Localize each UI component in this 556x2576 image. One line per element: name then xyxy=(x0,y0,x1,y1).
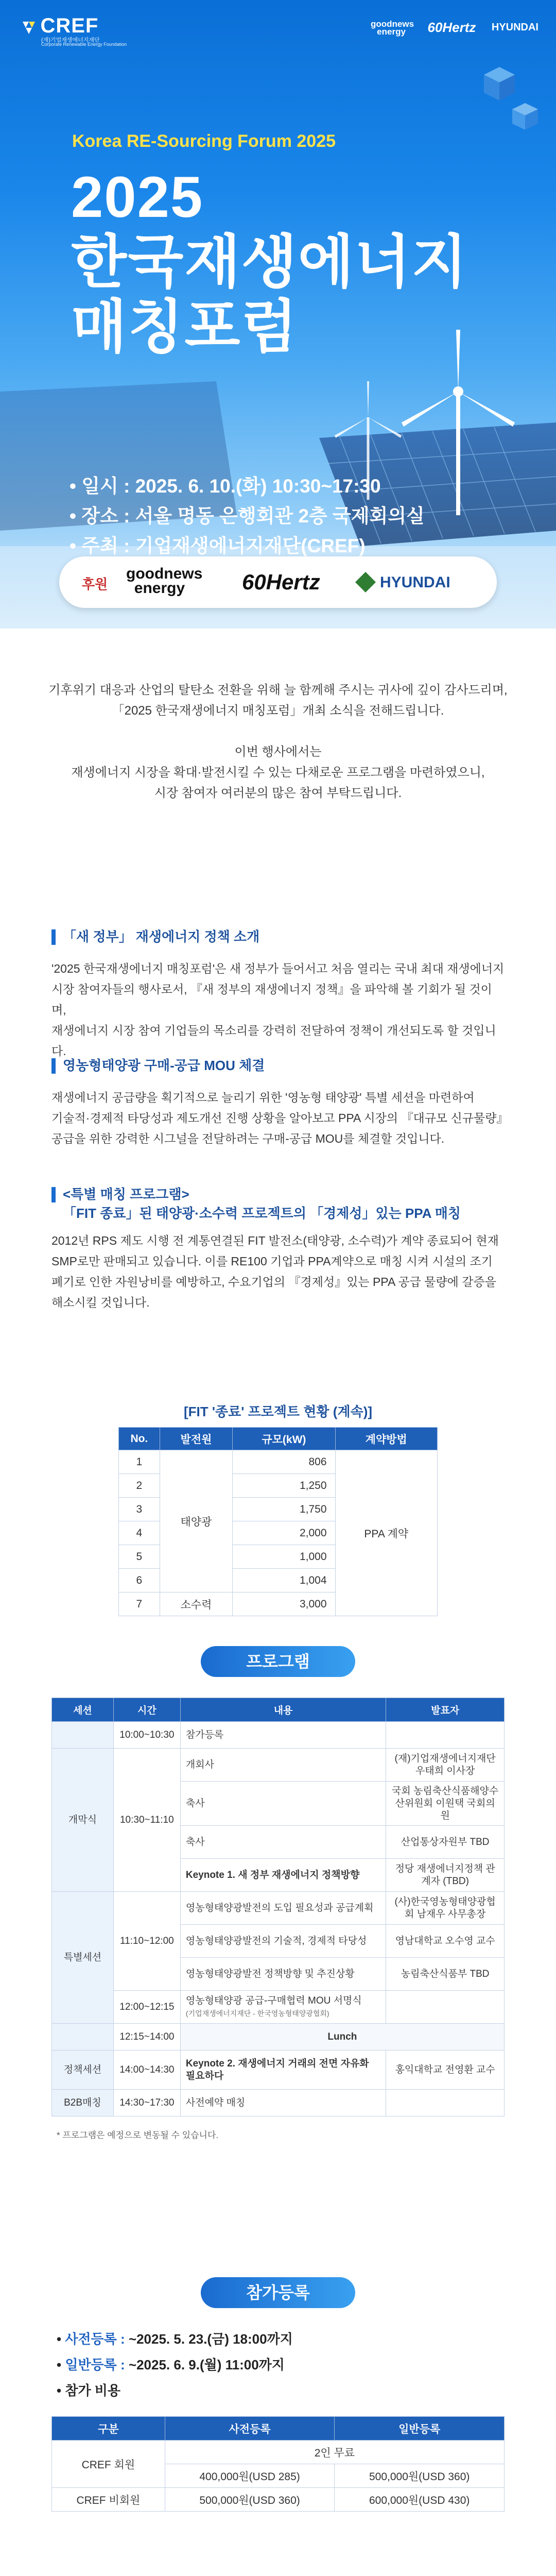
session-policy: 정책세션 xyxy=(52,2050,114,2090)
cref-logo: CREF (재)기업재생에너지재단 Corporate Renewable Energy Foundation xyxy=(21,14,127,47)
cref-logo-mark-icon xyxy=(21,18,38,35)
source-hydro: 소수력 xyxy=(160,1592,233,1616)
table-row: 영농형태양광발전 정책방향 및 추진상황 농림축산식품부 TBD xyxy=(52,1958,505,1991)
goodnews-energy-logo: goodnews energy xyxy=(126,565,203,597)
session-opening: 개막식 xyxy=(52,1749,114,1892)
table-row: B2B매칭 14:30~17:30 사전예약 매칭 xyxy=(52,2090,505,2116)
sponsor-box xyxy=(59,556,497,608)
event-host: • 주최 : 기업재생에너지재단(CREF) xyxy=(70,531,425,561)
table-row: 영농형태양광발전의 기술적, 경제적 타당성 영남대학교 오수영 교수 xyxy=(52,1925,505,1958)
section-body: 재생에너지 공급량을 획기적으로 늘리기 위한 '영농형 태양광' 특별 세션을 마련하여 기술적·경제적 타당성과 제도개선 진행 상황을 알아보고 PPA 시장의 『대규모 신규물량』 공급을 위한 강력한 시그널을 전달하려는 구매-공급 MOU를 체결할 것입니다. xyxy=(51,1091,509,1145)
forum-title: 2025 한국재생에너지 매칭포럼 xyxy=(71,165,468,359)
fit-project-table: No. 발전원 규모(kW) 계약방법 1 태양광 806 PPA 계약 2 1,250 3 1,750 4 2,000 5 1,000 6 1,004 7 소수력 3,000 xyxy=(118,1427,438,1616)
goodnews-energy-logo: goodnews energy xyxy=(371,19,414,37)
table-row: Keynote 1. 새 정부 재생에너지 정책방향 정당 재생에너지정책 관계자 (TBD) xyxy=(52,1859,505,1892)
session-b2b: B2B매칭 xyxy=(52,2090,114,2116)
svg-text:HYUNDAI: HYUNDAI xyxy=(380,574,450,591)
table-row: 정책세션 14:00~14:30 Keynote 2. 재생에너지 거래의 전면 자유화 필요하다 홍익대학교 전영환 교수 xyxy=(52,2050,505,2090)
hyundai-logo xyxy=(355,569,474,596)
session-special: 특별세션 xyxy=(52,1892,114,2024)
hero-banner xyxy=(0,0,556,629)
table-row: 3 1,750 xyxy=(119,1498,438,1521)
table-row: 12:15~14:00 Lunch xyxy=(52,2024,505,2050)
table-row: 개막식 10:30~11:10 개회사 (재)기업재생에너지재단 우태희 이사장 xyxy=(52,1749,505,1782)
section-special-matching xyxy=(51,1185,505,1313)
table-row: 특별세션 11:10~12:00 영농형태양광발전의 도입 필요성과 공급계획 (사)한국영농형태양광협회 남재우 사무총장 xyxy=(52,1892,505,1925)
table-row: 5 1,000 xyxy=(119,1545,438,1569)
section-body: 2012년 RPS 제도 시행 전 계통연결된 FIT 발전소(태양광, 소수력)가 계약 종료되어 현재 SMP로만 판매되고 있습니다. 이를 RE100 기업과 PPA계약으로 매칭 시켜 시설의 조기 폐기로 인한 자원낭비를 예방하고, 수요기업의 『경제성』있는 PPA 공급 물량에 갈증을 해소시킬 것입니다. xyxy=(51,1234,499,1309)
registration-pill-heading: 참가등록 xyxy=(201,2277,355,2308)
table-row: CREF 비회원 500,000원(USD 360) 600,000원(USD 430) xyxy=(52,2488,505,2512)
sponsor-label: 후원 xyxy=(82,577,108,592)
event-place: • 장소 : 서울 명동 은행회관 2층 국제회의실 xyxy=(70,501,425,531)
section-subheading: 「FIT 종료」된 태양광·소수력 프로젝트의 「경제성」있는 PPA 매칭 xyxy=(63,1206,461,1221)
decorative-cubes xyxy=(479,62,546,149)
60hertz-logo: 60Hertz xyxy=(242,570,320,594)
fee-table: 구분 사전등록 일반등록 CREF 회원 2인 무료 400,000원(USD 285) 500,000원(USD 360) CREF 비회원 500,000원(USD 360) 600,000원(USD 430) xyxy=(51,2416,505,2512)
top-sponsor-logos xyxy=(357,20,538,36)
table-row: 축사 국회 농림축산식품해양수산위원회 이원택 국회의원 xyxy=(52,1782,505,1826)
section-body: '2025 한국재생에너지 매칭포럼'은 새 정부가 들어서고 처음 열리는 국내 최대 재생에너지 시장 참여자들의 행사로서, 『새 정부의 재생에너지 정책』을 파악해 볼 기회가 될 것이며, 재생에너지 시장 참여 기업들의 목소리를 강력히 전달하여 정책이 개선되도록 할 것입니다. xyxy=(51,962,505,1058)
table-row: 1 태양광 806 PPA 계약 xyxy=(119,1450,438,1474)
table-row: 축사 산업통상자원부 TBD xyxy=(52,1826,505,1859)
60hertz-logo: 60Hertz xyxy=(427,20,476,35)
program-note: * 프로그램은 예정으로 변동될 수 있습니다. xyxy=(57,2130,219,2140)
section-new-government-policy xyxy=(51,927,505,1061)
intro-text: 기후위기 대응과 산업의 탈탄소 전환을 위해 늘 함께해 주시는 귀사에 깊이 감사드리며, 「2025 한국재생에너지 매칭포럼」개최 소식을 전해드립니다. 이번 행사에서는 재생에너지 시장을 확대·발전시킬 수 있는 다채로운 프로그램을 마련하였으니, 시장 참여자 여러분의 많은 참여 부탁드립니다. xyxy=(48,683,508,800)
hyundai-logo: HYUNDAI xyxy=(491,22,538,33)
table-row: 7 소수력 3,000 xyxy=(119,1592,438,1616)
program-pill-heading: 프로그램 xyxy=(201,1646,355,1677)
contract-method: PPA 계약 xyxy=(335,1450,437,1616)
source-solar: 태양광 xyxy=(160,1450,233,1592)
table-row: 10:00~10:30 참가등록 xyxy=(52,1722,505,1749)
section-agrivoltaic-mou xyxy=(51,1056,509,1149)
table-row: 6 1,004 xyxy=(119,1569,438,1592)
table-row: CREF 회원 2인 무료 xyxy=(52,2441,505,2464)
table-row: 4 2,000 xyxy=(119,1521,438,1545)
table-row: 2 1,250 xyxy=(119,1474,438,1498)
table-row: 12:00~12:15 영농형태양광 공급-구매협력 MOU 서명식 (기업재생에너지재단 - 한국영농형태양광협회) xyxy=(52,1991,505,2024)
section-heading: <특별 매칭 프로그램> xyxy=(51,1185,505,1204)
event-date: • 일시 : 2025. 6. 10.(화) 10:30~17:30 xyxy=(70,471,425,501)
section-heading: 영농형태양광 구매-공급 MOU 체결 xyxy=(51,1056,505,1075)
table-row: 400,000원(USD 285) 500,000원(USD 360) xyxy=(52,2464,505,2488)
section-heading: 「새 정부」 재생에너지 정책 소개 xyxy=(51,927,505,946)
event-info xyxy=(70,471,425,561)
program-table: 세션 시간 내용 발표자 10:00~10:30 참가등록 개막식 10:30~11:10 개회사 (재)기업재생에너지재단 우태희 이사장 축사 국회 농림축산식품해양수산위원회 이원택 국회의원 축사 산업통상자원부 TBD Keynote 1. 새 정부 재생에너지 정책방향 정당 재생에너지정책 관계자 (TBD) 특별세션 11:10~12:00 영농형태양광발전의 도입 필요성과 공급계획 (사)한국영농형태양광협회 남재우 사무총장 영농형태양광발전의 기술적, 경제적 타당성 영남대학교 오수영 교수 영농형태양광발전 정책방향 및 추진상황 농림축산식품부 TBD 12:00~12:15 영농형태양광 공급-구매협력 MOU 서명식 (기업재생에너지재단 - 한국영농형태양광협회) 12:15~14:00 Lunch 정책세션 14:00~14:30 Keynote 2. 재생에너지 거래의 전면 자유화 필요하다 홍익대학교 전영환 교수 B2B매칭 14:30~17:30 사전예약 매칭 xyxy=(51,1698,505,2116)
registration-dates: • 사전등록 : ~2025. 5. 23.(금) 18:00까지 • 일반등록 : ~2025. 6. 9.(월) 11:00까지 • 참가 비용 xyxy=(57,2331,293,2398)
forum-english-title: Korea RE-Sourcing Forum 2025 xyxy=(72,131,336,151)
fit-table-title: [FIT '종료' 프로젝트 현황 (계속)] xyxy=(183,1404,373,1419)
